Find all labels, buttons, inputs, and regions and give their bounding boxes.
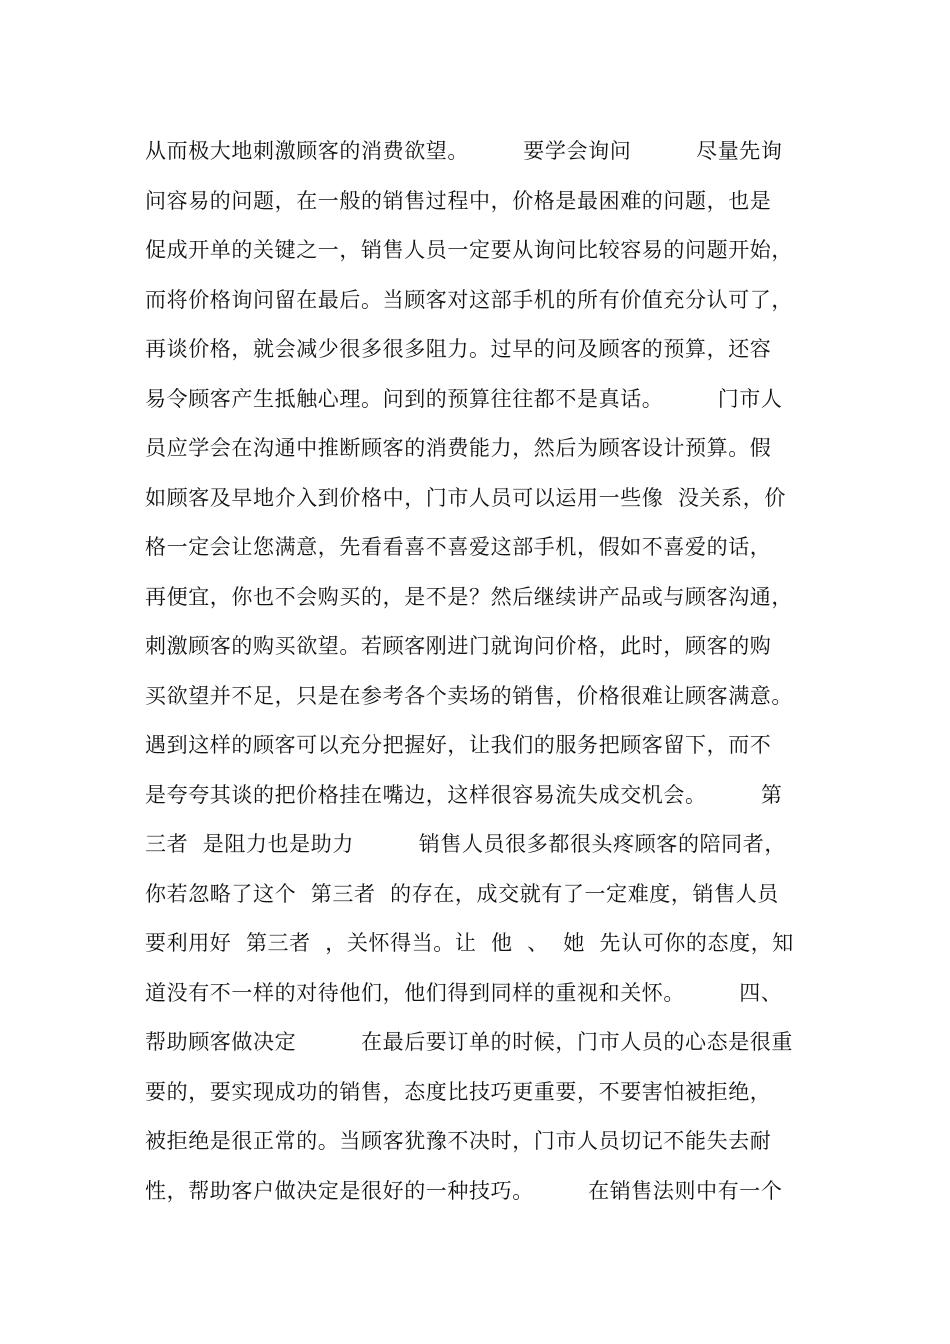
text-line: 易令顾客产生抵触心理。问到的预算往往都不是真话。 门市人 xyxy=(145,386,783,411)
text-line: 员应学会在沟通中推断顾客的消费能力，然后为顾客设计预算。假 xyxy=(145,436,772,460)
text-line: 要的，要实现成功的销售，态度比技巧更重要，不要害怕被拒绝， xyxy=(145,1079,772,1104)
text-line: 问容易的问题，在一般的销售过程中，价格是最困难的问题，也是 xyxy=(145,188,772,213)
text-line: 你若忽略了这个 第三者 的存在，成交就有了一定难度，销售人员 xyxy=(145,881,779,906)
body-text xyxy=(145,131,825,1220)
text-line: 三者 是阻力也是助力 销售人员很多都很头疼顾客的陪同者， xyxy=(145,832,786,856)
text-line: 被拒绝是很正常的。当顾客犹豫不决时，门市人员切记不能失去耐 xyxy=(145,1129,772,1153)
text-line: 格一定会让您满意，先看看喜不喜爱这部手机，假如不喜爱的话， xyxy=(145,535,772,559)
text-line: 道没有不一样的对待他们，他们得到同样的重视和关怀。 四、 xyxy=(145,980,783,1005)
text-line: 刺激顾客的购买欲望。若顾客刚进门就询问价格，此时，顾客的购 xyxy=(145,634,772,658)
text-line: 要利用好 第三者 ，关怀得当。让 他 、 她 先认可你的态度，知 xyxy=(145,931,794,955)
text-line: 而将价格询问留在最后。当顾客对这部手机的所有价值充分认可了， xyxy=(145,287,793,312)
text-line: 再谈价格，就会减少很多很多阻力。过早的问及顾客的预算，还容 xyxy=(145,337,772,361)
text-line: 从而极大地刺激顾客的消费欲望。 要学会询问 尽量先询 xyxy=(145,139,783,163)
text-line: 遇到这样的顾客可以充分把握好，让我们的服务把顾客留下，而不 xyxy=(145,733,772,757)
text-line: 如顾客及早地介入到价格中，门市人员可以运用一些像 没关系，价 xyxy=(145,485,786,510)
text-line: 再便宜，你也不会购买的，是不是？然后继续讲产品或与顾客沟通， xyxy=(145,584,793,609)
text-line: 性，帮助客户做决定是很好的一种技巧。 在销售法则中有一个 xyxy=(145,1178,783,1203)
text-line: 促成开单的关键之一，销售人员一定要从询问比较容易的问题开始， xyxy=(145,238,793,262)
text-line: 买欲望并不足，只是在参考各个卖场的销售，价格很难让顾客满意。 xyxy=(145,683,793,708)
text-line: 帮助顾客做决定 在最后要订单的时候，门市人员的心态是很重 xyxy=(145,1030,793,1054)
text-line: 是夸夸其谈的把价格挂在嘴边，这样很容易流失成交机会。 第 xyxy=(145,782,783,807)
